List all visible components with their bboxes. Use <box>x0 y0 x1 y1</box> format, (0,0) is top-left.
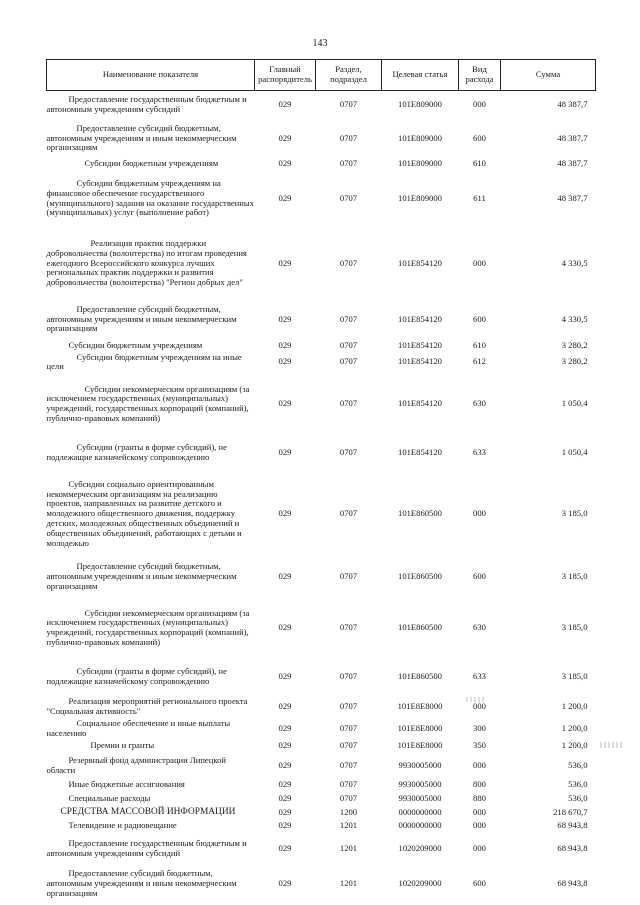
row-type: 000 <box>473 508 486 519</box>
row-admin: 029 <box>278 356 292 367</box>
row-name <box>47 694 255 719</box>
row-admin: 029 <box>278 447 292 458</box>
table-row <box>47 596 596 660</box>
row-amount: 48 387,7 <box>557 132 588 143</box>
row-amount: 68 943,8 <box>557 843 588 854</box>
table-row <box>47 865 596 903</box>
row-section: 0707 <box>339 356 358 367</box>
row-amount: 3 185,0 <box>561 671 588 682</box>
row-name-text: Предоставление государственным бюджетным и автономным учреждениям субсидий <box>46 838 247 858</box>
row-name <box>47 301 255 339</box>
row-name-text: Субсидии бюджетным учреждениям <box>84 158 219 169</box>
row-name-text: Субсидии бюджетным учреждениям на финансовое обеспечение государственного (муниципального) задания на оказание государственных (муниципальных) услуг (выполнение работ) <box>46 177 254 218</box>
row-name-text: Субсидии социально ориентированным некоммерческим организациям на реализацию проектов, направленных на развитие детского и молодежного общественного движения, поддержку детских, молодежных общественных объединений и общественных объединений, работающих с детьми и молодежью <box>46 478 242 548</box>
row-article: 9930005000 <box>398 793 442 804</box>
row-type: 000 <box>473 700 486 711</box>
row-amount: 48 387,7 <box>557 99 588 110</box>
row-name <box>47 353 255 373</box>
row-section: 0707 <box>339 622 358 633</box>
row-name <box>47 596 255 660</box>
row-article: 101E8E8000 <box>397 723 443 734</box>
row-name-text: Резервный фонд администрации Липецкой области <box>46 754 226 775</box>
row-name <box>47 739 255 753</box>
row-amount: 68 943,8 <box>557 820 588 831</box>
row-admin: 029 <box>278 622 292 633</box>
row-type: 633 <box>473 671 486 682</box>
table-row <box>47 739 596 753</box>
row-section: 0707 <box>339 192 358 203</box>
row-amount: 1 200,0 <box>561 723 588 734</box>
row-name-text: Реализация мероприятий регионального проекта "Социальная активность" <box>46 695 248 716</box>
row-article: 101E809000 <box>398 158 442 169</box>
row-name <box>47 158 255 171</box>
row-name-text: Предоставление субсидий бюджетным, автономным учреждениям и иным некоммерческим организациям <box>46 122 237 153</box>
row-name <box>47 227 255 301</box>
row-name <box>47 792 255 806</box>
table-row <box>47 753 596 778</box>
header-admin: Главный распорядитель <box>255 60 316 91</box>
table-row <box>47 120 596 158</box>
row-name-text: Реализация практик поддержки добровольчества (волонтерства) по итогам проведения ежегодного Всероссийского конкурса лучших региональных практик поддержки и развития добровольчества (волонтерства) "Регион добрых дел" <box>46 237 247 288</box>
table-row <box>47 372 596 436</box>
row-amount: 3 185,0 <box>561 622 588 633</box>
row-name <box>47 833 255 865</box>
row-article: 101E854120 <box>398 339 442 350</box>
row-name-text: Телевидение и радиовещание <box>68 820 177 831</box>
row-article: 9930005000 <box>398 759 442 770</box>
row-article: 1020209000 <box>398 878 442 889</box>
row-section: 1201 <box>339 820 358 831</box>
row-admin: 029 <box>278 671 292 682</box>
row-section: 0707 <box>339 313 358 324</box>
row-article: 101E809000 <box>398 132 442 143</box>
row-name <box>47 91 255 120</box>
row-name-text: Субсидии некоммерческим организациям (за исключением государственных (муниципальных) учреждений, государственных корпораций (компаний), публично-правовых компаний) <box>46 383 250 424</box>
header-section: Раздел, подраздел <box>316 60 382 91</box>
row-name-text: Субсидии бюджетным учреждениям на иные цели <box>46 351 242 372</box>
table-row <box>47 436 596 470</box>
row-article: 101E860500 <box>398 622 442 633</box>
row-type: 630 <box>473 398 486 409</box>
row-admin: 029 <box>278 793 292 804</box>
row-type: 633 <box>473 447 486 458</box>
row-article: 101E854120 <box>398 356 442 367</box>
row-admin: 029 <box>278 820 292 831</box>
row-article: 101E809000 <box>398 99 442 110</box>
row-section: 0707 <box>339 723 358 734</box>
row-admin: 029 <box>278 132 292 143</box>
row-type: 630 <box>473 622 486 633</box>
row-name <box>47 806 255 819</box>
table-row <box>47 778 596 792</box>
row-article: 101E860500 <box>398 571 442 582</box>
table-header-row <box>47 60 596 91</box>
row-amount: 536,0 <box>568 759 588 770</box>
row-amount: 3 280,2 <box>561 339 588 350</box>
table-row <box>47 301 596 339</box>
row-amount: 4 330,5 <box>561 313 588 324</box>
row-section: 0707 <box>339 99 358 110</box>
table-row <box>47 558 596 596</box>
row-section: 0707 <box>339 740 358 751</box>
row-article: 0000000000 <box>398 820 442 831</box>
header-type: Вид расхода <box>459 60 501 91</box>
row-amount: 218 670,7 <box>553 806 588 817</box>
page-number: 143 <box>312 38 328 49</box>
row-section: 0707 <box>339 339 358 350</box>
row-name-text: Субсидии (гранты в форме субсидий), не подлежащие казначейскому сопровождению <box>46 666 227 687</box>
row-article: 101E854120 <box>398 447 442 458</box>
row-admin: 029 <box>278 571 292 582</box>
row-name-text: СРЕДСТВА МАССОВОЙ ИНФОРМАЦИИ <box>60 807 236 818</box>
row-article: 101E860500 <box>398 508 442 519</box>
row-name <box>47 372 255 436</box>
row-article: 101E854120 <box>398 398 442 409</box>
row-type: 600 <box>473 313 486 324</box>
row-amount: 4 330,5 <box>561 257 588 268</box>
row-article: 0000000000 <box>398 806 442 817</box>
row-amount: 3 185,0 <box>561 571 588 582</box>
row-type: 612 <box>473 356 486 367</box>
header-article: Целевая статья <box>382 60 459 91</box>
row-amount: 1 050,4 <box>561 447 588 458</box>
row-amount: 48 387,7 <box>557 158 588 169</box>
table-body <box>47 91 596 904</box>
row-name <box>47 660 255 694</box>
row-section: 0707 <box>339 158 358 169</box>
row-section: 0707 <box>339 508 358 519</box>
row-amount: 3 280,2 <box>561 356 588 367</box>
table-row <box>47 171 596 227</box>
row-type: 880 <box>473 793 486 804</box>
row-article: 101E809000 <box>398 192 442 203</box>
row-name-text: Предоставление государственным бюджетным и автономным учреждениям субсидий <box>46 94 247 115</box>
row-name <box>47 719 255 739</box>
row-type: 611 <box>473 192 486 203</box>
row-admin: 029 <box>278 740 292 751</box>
row-admin: 029 <box>278 508 292 519</box>
row-amount: 536,0 <box>568 793 588 804</box>
row-type: 600 <box>473 878 486 889</box>
row-section: 0707 <box>339 793 358 804</box>
row-section: 0707 <box>339 132 358 143</box>
row-type: 610 <box>473 339 486 350</box>
row-section: 0707 <box>339 759 358 770</box>
row-type: 000 <box>473 759 486 770</box>
row-section: 0707 <box>339 571 358 582</box>
row-name <box>47 120 255 158</box>
row-name <box>47 753 255 778</box>
row-article: 101E8E8000 <box>397 700 443 711</box>
row-section: 0707 <box>339 779 358 790</box>
row-section: 0707 <box>339 700 358 711</box>
row-admin: 029 <box>278 878 292 889</box>
row-admin: 029 <box>278 779 292 790</box>
row-name-text: Специальные расходы <box>68 793 151 804</box>
row-amount: 536,0 <box>568 779 588 790</box>
table-row <box>47 819 596 833</box>
row-name-text: Социальное обеспечение и иные выплаты населению <box>46 718 231 739</box>
row-admin: 029 <box>278 257 292 268</box>
row-section: 1201 <box>339 878 358 889</box>
row-type: 610 <box>473 158 486 169</box>
row-admin: 029 <box>278 192 292 203</box>
row-type: 800 <box>473 779 486 790</box>
row-section: 0707 <box>339 398 358 409</box>
row-article: 101E8E8000 <box>397 740 443 751</box>
table-row <box>47 806 596 819</box>
header-amount: Сумма <box>501 60 596 91</box>
row-article: 1020209000 <box>398 843 442 854</box>
header-name: Наименование показателя <box>47 60 255 91</box>
row-admin: 029 <box>278 158 292 169</box>
row-admin: 029 <box>278 843 292 854</box>
row-name <box>47 778 255 792</box>
row-amount: 1 050,4 <box>561 398 588 409</box>
table-row <box>47 792 596 806</box>
row-admin: 029 <box>278 700 292 711</box>
row-section: 0707 <box>339 671 358 682</box>
row-type: 350 <box>473 740 486 751</box>
row-article: 101E854120 <box>398 257 442 268</box>
row-type: 000 <box>473 257 486 268</box>
row-name-text: Субсидии бюджетным учреждениям <box>68 339 203 350</box>
row-type: 000 <box>473 820 486 831</box>
row-name <box>47 865 255 903</box>
table-row <box>47 353 596 373</box>
row-amount: 48 387,7 <box>557 192 588 203</box>
row-admin: 029 <box>278 339 292 350</box>
row-type: 000 <box>473 99 486 110</box>
row-admin: 029 <box>278 759 292 770</box>
row-amount: 68 943,8 <box>557 878 588 889</box>
row-article: 101E854120 <box>398 313 442 324</box>
row-name <box>47 436 255 470</box>
table-row <box>47 158 596 171</box>
row-name <box>47 470 255 558</box>
table-row <box>47 694 596 719</box>
row-type: 000 <box>473 843 486 854</box>
table-row <box>47 227 596 301</box>
row-admin: 029 <box>278 99 292 110</box>
row-name <box>47 339 255 353</box>
row-name-text: Премии и гранты <box>90 740 155 751</box>
table-row <box>47 719 596 739</box>
row-amount: 3 185,0 <box>561 508 588 519</box>
row-admin: 029 <box>278 806 292 817</box>
row-name-text: Предоставление субсидий бюджетным, автономным учреждениям и иным некоммерческим организациям <box>46 303 237 334</box>
scan-artifact <box>600 742 622 748</box>
row-name <box>47 558 255 596</box>
table-row <box>47 660 596 694</box>
row-article: 9930005000 <box>398 779 442 790</box>
row-name-text: Предоставление субсидий бюджетным, автономным учреждениям и иным некоммерческим организациям <box>46 561 237 592</box>
row-name <box>47 819 255 833</box>
row-admin: 029 <box>278 313 292 324</box>
row-name-text: Иные бюджетные ассигнования <box>68 779 185 790</box>
table-row <box>47 339 596 353</box>
row-section: 0707 <box>339 257 358 268</box>
row-type: 300 <box>473 723 486 734</box>
scan-artifact <box>466 697 486 702</box>
row-section: 1200 <box>339 806 358 817</box>
row-admin: 029 <box>278 723 292 734</box>
row-amount: 1 200,0 <box>561 700 588 711</box>
table-row <box>47 833 596 865</box>
row-section: 1201 <box>339 843 358 854</box>
row-name-text: Предоставление субсидий бюджетным, автономным учреждениям и иным некоммерческим организациям <box>46 868 237 898</box>
row-admin: 029 <box>278 398 292 409</box>
row-name-text: Субсидии (гранты в форме субсидий), не подлежащие казначейскому сопровождению <box>46 442 227 463</box>
row-section: 0707 <box>339 447 358 458</box>
row-article: 101E860500 <box>398 671 442 682</box>
row-name <box>47 171 255 227</box>
budget-table <box>46 59 596 903</box>
table-row <box>47 470 596 558</box>
row-type: 600 <box>473 132 486 143</box>
table-row <box>47 91 596 120</box>
row-type: 000 <box>473 806 486 817</box>
row-type: 600 <box>473 571 486 582</box>
row-amount: 1 200,0 <box>561 740 588 751</box>
row-name-text: Субсидии некоммерческим организациям (за исключением государственных (муниципальных) учреждений, государственных корпораций (компаний), публично-правовых компаний) <box>46 607 250 648</box>
